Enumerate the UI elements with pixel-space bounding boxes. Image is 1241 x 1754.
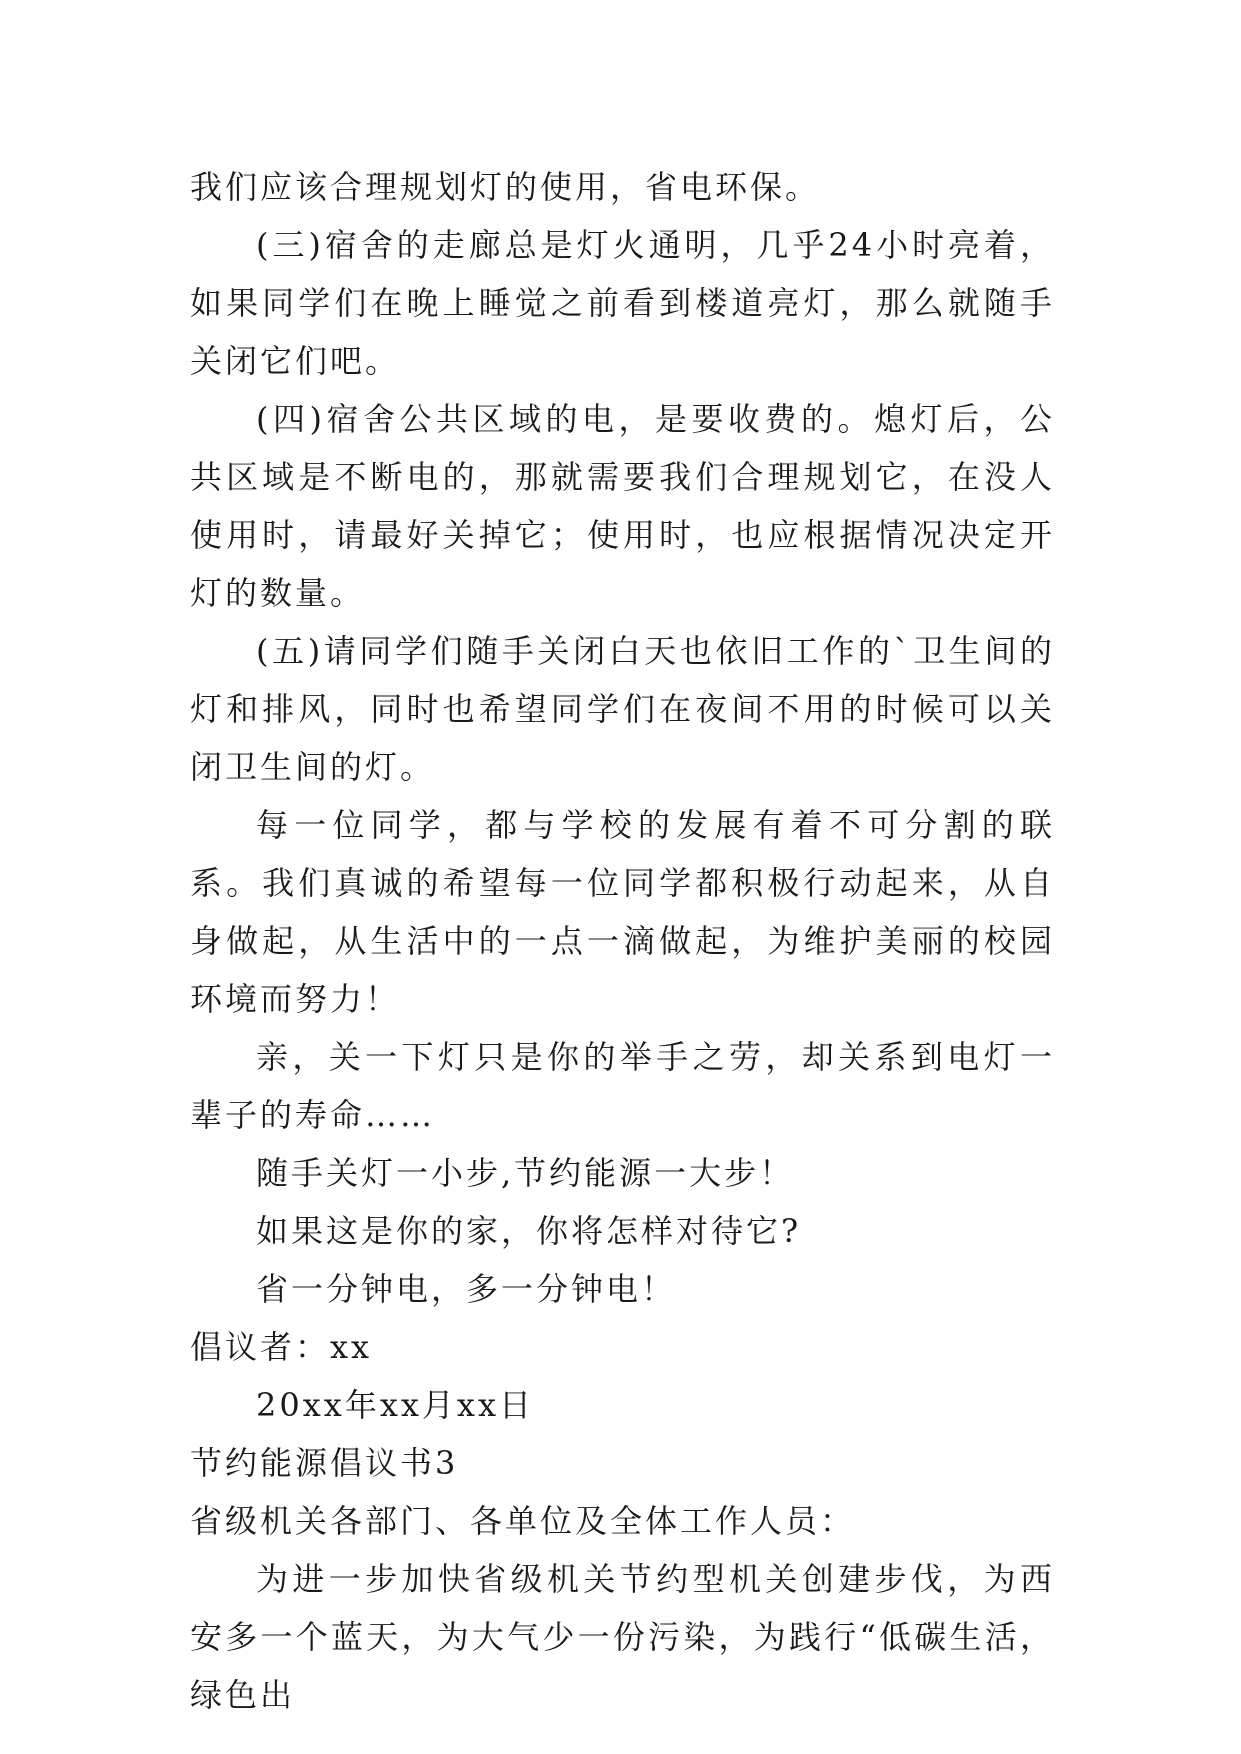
paragraph-intro: 为进一步加快省级机关节约型机关创建步伐，为西安多一个蓝天，为大气少一份污染，为践行“低碳生活，绿色出: [190, 1560, 1055, 1714]
slogan-1: 随手关灯一小步,节约能源一大步！: [256, 1154, 795, 1192]
date-line: 20xx年xx月xx日: [256, 1386, 535, 1424]
paragraph-public-area: (四)宿舍公共区域的电，是要收费的。熄灯后，公共区域是不断电的，那就需要我们合理规划它，在没人使用时，请最好关掉它；使用时，也应根据情况决定开灯的数量。: [190, 400, 1055, 612]
paragraph-turn-off-light: 亲，关一下灯只是你的举手之劳，却关系到电灯一辈子的寿命……: [190, 1038, 1055, 1134]
salutation: 省级机关各部门、各单位及全体工作人员：: [190, 1502, 856, 1540]
section-title: 节约能源倡议书3: [190, 1444, 459, 1482]
paragraph-every-student: 每一位同学，都与学校的发展有着不可分割的联系。我们真诚的希望每一位同学都积极行动起来，从自身做起，从生活中的一点一滴做起，为维护美丽的校园环境而努力！: [190, 806, 1055, 1018]
slogan-2: 如果这是你的家，你将怎样对待它?: [256, 1212, 802, 1250]
paragraph-1: 我们应该合理规划灯的使用，省电环保。: [190, 168, 821, 206]
slogan-3: 省一分钟电，多一分钟电！: [256, 1270, 677, 1308]
paragraph-bathroom-lights: (五)请同学们随手关闭白天也依旧工作的`卫生间的灯和排风，同时也希望同学们在夜间不用的时候可以关闭卫生间的灯。: [190, 632, 1055, 786]
paragraph-corridor-lights: (三)宿舍的走廊总是灯火通明，几乎24小时亮着，如果同学们在晚上睡觉之前看到楼道亮灯，那么就随手关闭它们吧。: [190, 226, 1055, 380]
initiator-line: 倡议者：xx: [190, 1328, 373, 1366]
document-page: [190, 158, 1055, 1724]
